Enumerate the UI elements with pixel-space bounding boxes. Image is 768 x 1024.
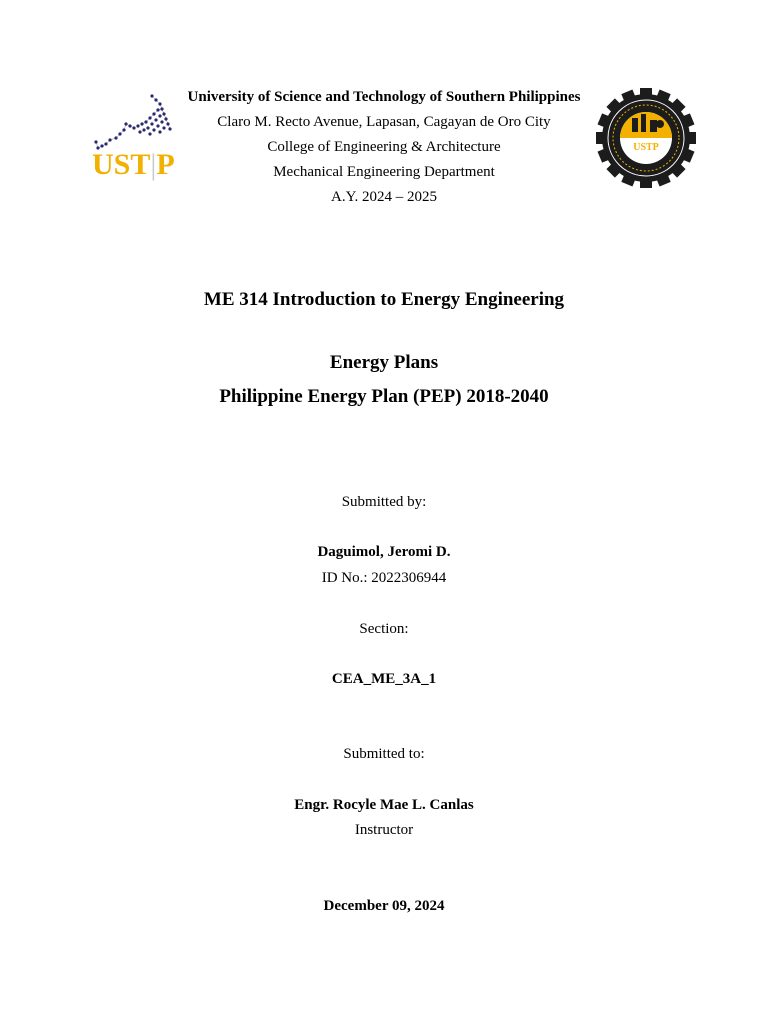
submission-date: December 09, 2024 <box>323 898 445 914</box>
submitted-to-label: Submitted to: <box>343 746 425 762</box>
department-name: Mechanical Engineering Department <box>273 164 495 180</box>
course-title: ME 314 Introduction to Energy Engineering <box>203 289 565 310</box>
submitted-by-label: Submitted by: <box>341 494 427 510</box>
topic-subtitle: Philippine Energy Plan (PEP) 2018-2040 <box>219 386 549 407</box>
section-label: Section: <box>359 621 409 637</box>
instructor-role: Instructor <box>354 822 414 838</box>
instructor-name: Engr. Rocyle Mae L. Canlas <box>294 797 474 813</box>
student-name: Daguimol, Jeromi D. <box>317 544 451 560</box>
section-value: CEA_ME_3A_1 <box>331 671 437 687</box>
topic-title: Energy Plans <box>329 352 439 373</box>
college-name: College of Engineering & Architecture <box>267 139 501 155</box>
student-id: ID No.: 2022306944 <box>321 570 447 586</box>
ustp-logo-wordmark: UST|P <box>92 148 175 181</box>
university-name: University of Science and Technology of Southern Philippines <box>187 89 581 105</box>
academic-year: A.Y. 2024 – 2025 <box>331 189 437 205</box>
seal-ustp-text: USTP <box>633 142 659 153</box>
university-address: Claro M. Recto Avenue, Lapasan, Cagayan de Oro City <box>217 114 551 130</box>
